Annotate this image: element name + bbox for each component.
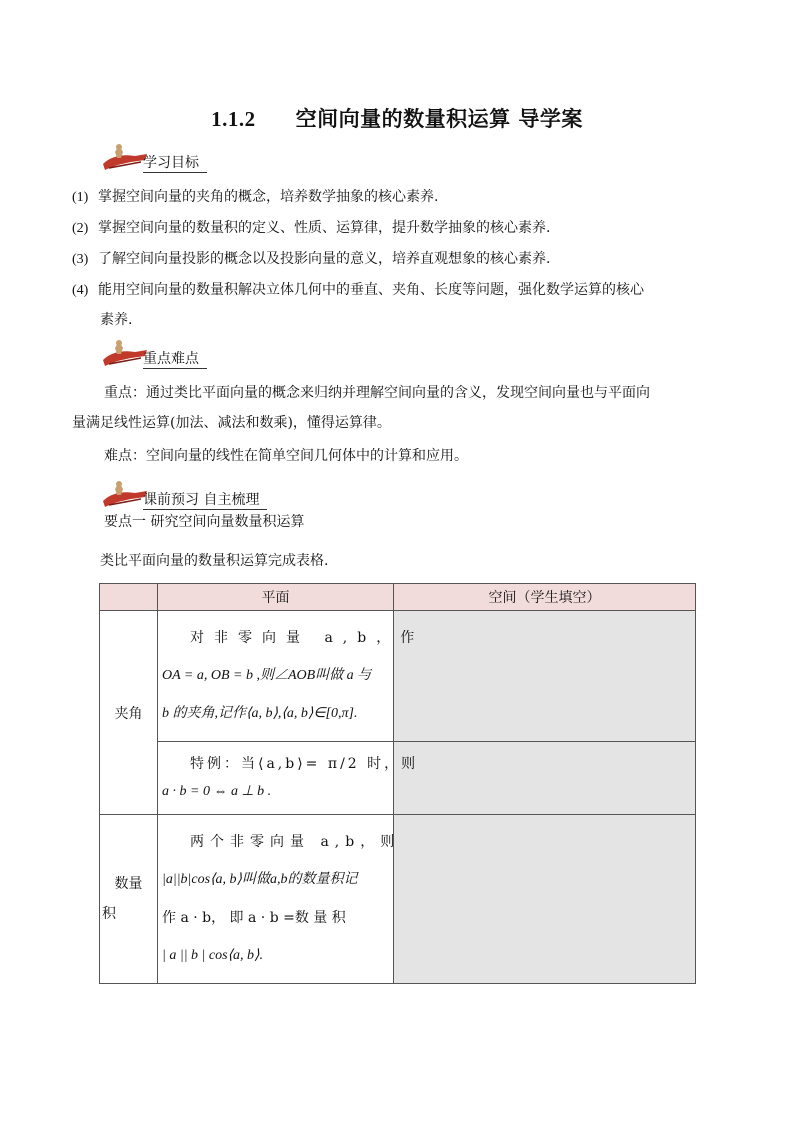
special-case-cell [158,742,419,815]
section-key-points-label: 重点难点 [143,350,207,369]
table-header-row [100,584,696,611]
special-line-2: a · b = 0 ⇔ a ⊥ b . [162,784,272,799]
table-row-angle [100,611,696,742]
dot-product-definition-cell [158,815,401,984]
angle-line-1: 对非零向量 a,b，作 [190,630,425,646]
table-row-special-case [100,742,696,815]
objective-item-4: (4) 能用空间向量的数量积解决立体几何中的垂直、夹角、长度等问题，强化数学运算的核心 [72,282,644,298]
objective-item-4-continued: 素养. [100,312,133,328]
dot-space-answer-cell[interactable] [394,815,696,984]
section-logo-icon [101,142,149,172]
objective-item-1: (1) 掌握空间向量的夹角的概念，培养数学抽象的核心素养. [72,189,439,205]
objective-item-2: (2) 掌握空间向量的数量积的定义、性质、运算律，提升数学抽象的核心素养. [72,220,551,236]
lesson-number: 1.1.2 [211,107,256,131]
dot-line-4: | a || b | cos⟨a, b⟩. [162,948,263,963]
dot-line-2: |a||b|cos⟨a, b⟩叫做a,b的数量积记 [162,872,358,887]
dot-line-1: 两个非零向量 a,b，则 [190,834,401,850]
angle-definition-cell [158,611,425,742]
comparison-table [99,583,696,984]
section-logo-icon [101,338,149,368]
header-plane: 平面 [158,584,394,611]
special-space-answer-cell[interactable] [394,742,696,815]
header-empty-cell [100,584,158,611]
section-objectives [101,142,361,174]
angle-space-answer-cell[interactable] [394,611,696,742]
focus-text-line1: 重点：通过类比平面向量的概念来归纳并理解空间向量的含义，发现空间向量也与平面向 [104,385,650,401]
page-title [0,103,794,133]
row-label-dot-product: 数量 积 [100,815,158,984]
table-intro: 类比平面向量的数量积运算完成表格. [100,553,329,569]
section-key-points [101,338,361,370]
row-label-angle: 夹角 [100,611,158,815]
point-one-heading: 要点一 研究空间向量数量积运算 [104,514,305,530]
special-line-1: 特例：当⟨a,b⟩= π/2 时，则 [190,756,419,772]
focus-text-line2: 量满足线性运算(加法、减法和数乘)，懂得运算律。 [72,415,391,431]
angle-line-3: b 的夹角,记作⟨a, b⟩,⟨a, b⟩∈[0,π]. [162,706,358,721]
angle-line-2: OA = a, OB = b ,则∠AOB叫做 a 与 [162,668,372,683]
section-preview [101,479,361,511]
header-space: 空间（学生填空） [394,584,696,611]
section-logo-icon [101,479,149,509]
table-row-dot-product [100,815,696,984]
difficulty-text: 难点：空间向量的线性在简单空间几何体中的计算和应用。 [104,448,468,464]
lesson-title: 空间向量的数量积运算 导学案 [295,106,583,131]
dot-line-3: 作 a · b， 即 a · b =数 量 积 [162,910,346,926]
objective-item-3: (3) 了解空间向量投影的概念以及投影向量的意义，培养直观想象的核心素养. [72,251,551,267]
section-preview-label: 课前预习 自主梳理 [143,491,267,510]
section-objectives-label: 学习目标 [143,154,207,173]
